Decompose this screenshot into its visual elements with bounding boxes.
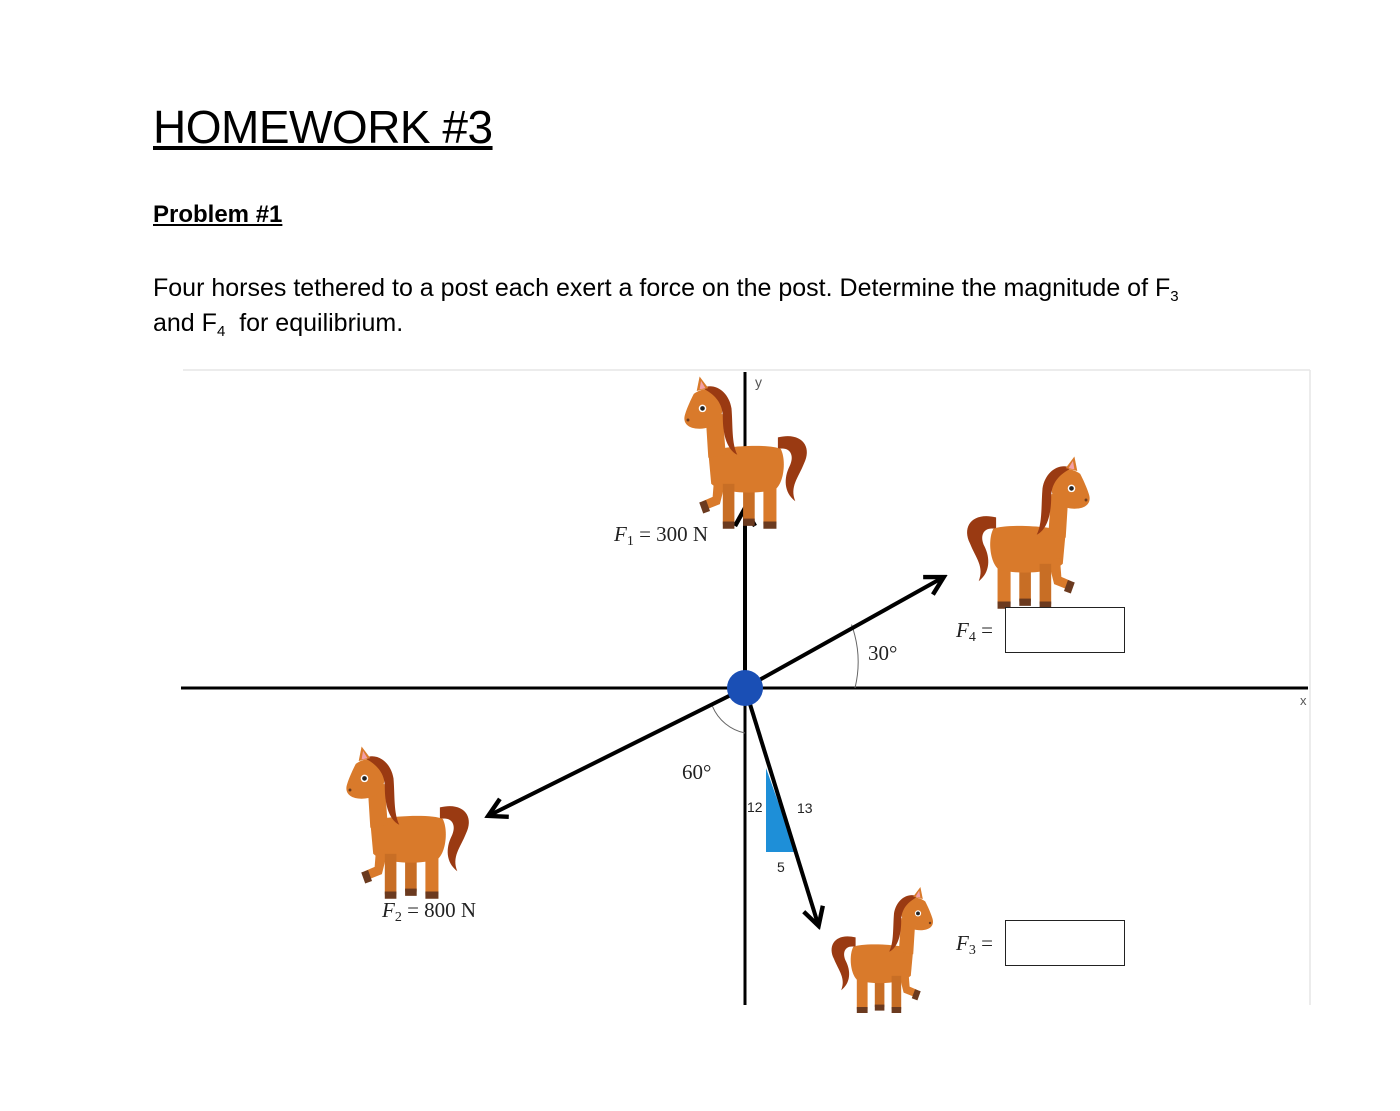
statement-part3: for equilibrium. — [239, 309, 404, 337]
angle-label-30: 30° — [868, 641, 898, 665]
force-label-f1 — [613, 522, 708, 549]
axis-y-label: y — [755, 374, 762, 390]
f2-subscript: 2 — [394, 910, 402, 925]
axis-x-label: x — [1300, 693, 1307, 708]
f4-symbol: F — [956, 618, 969, 642]
triangle-label-12: 12 — [747, 799, 763, 815]
angle-arc-30 — [852, 625, 859, 688]
angle-label-60: 60° — [682, 760, 712, 784]
force-label-f2 — [381, 898, 476, 925]
f3-answer-input[interactable] — [1005, 920, 1125, 966]
force-f4-arrow — [745, 578, 942, 688]
statement-part2: and F — [153, 309, 217, 337]
statement-part1: Four horses tethered to a post each exert a force on the post. Determine the magnitude of F — [153, 274, 1171, 302]
f2-symbol: F — [382, 898, 395, 922]
f4-subscript: 4 — [968, 630, 976, 645]
statement-sub2: 4 — [216, 323, 226, 340]
f1-symbol: F — [614, 522, 627, 546]
f4-answer-input[interactable] — [1005, 607, 1125, 653]
page-title: HOMEWORK #3 — [153, 101, 493, 153]
f2-value: = 800 N — [401, 898, 477, 922]
f1-value: = 300 N — [633, 522, 709, 546]
f3-subscript: 3 — [968, 943, 976, 958]
statement-sub1: 3 — [1170, 288, 1179, 305]
force-f2-arrow — [490, 688, 745, 815]
f3-equals: = — [975, 931, 993, 955]
tether-post — [727, 670, 763, 706]
f1-subscript: 1 — [626, 534, 634, 549]
force-label-f4 — [955, 618, 993, 645]
triangle-label-13: 13 — [797, 800, 813, 816]
problem-heading: Problem #1 — [153, 201, 283, 228]
angle-arc-60 — [713, 706, 746, 733]
horse-bottom — [832, 887, 933, 1013]
f3-symbol: F — [956, 931, 969, 955]
force-label-f3 — [955, 931, 993, 958]
triangle-label-5: 5 — [777, 859, 785, 875]
horse-left — [346, 747, 469, 899]
f4-equals: = — [975, 618, 993, 642]
horse-right — [967, 457, 1090, 609]
